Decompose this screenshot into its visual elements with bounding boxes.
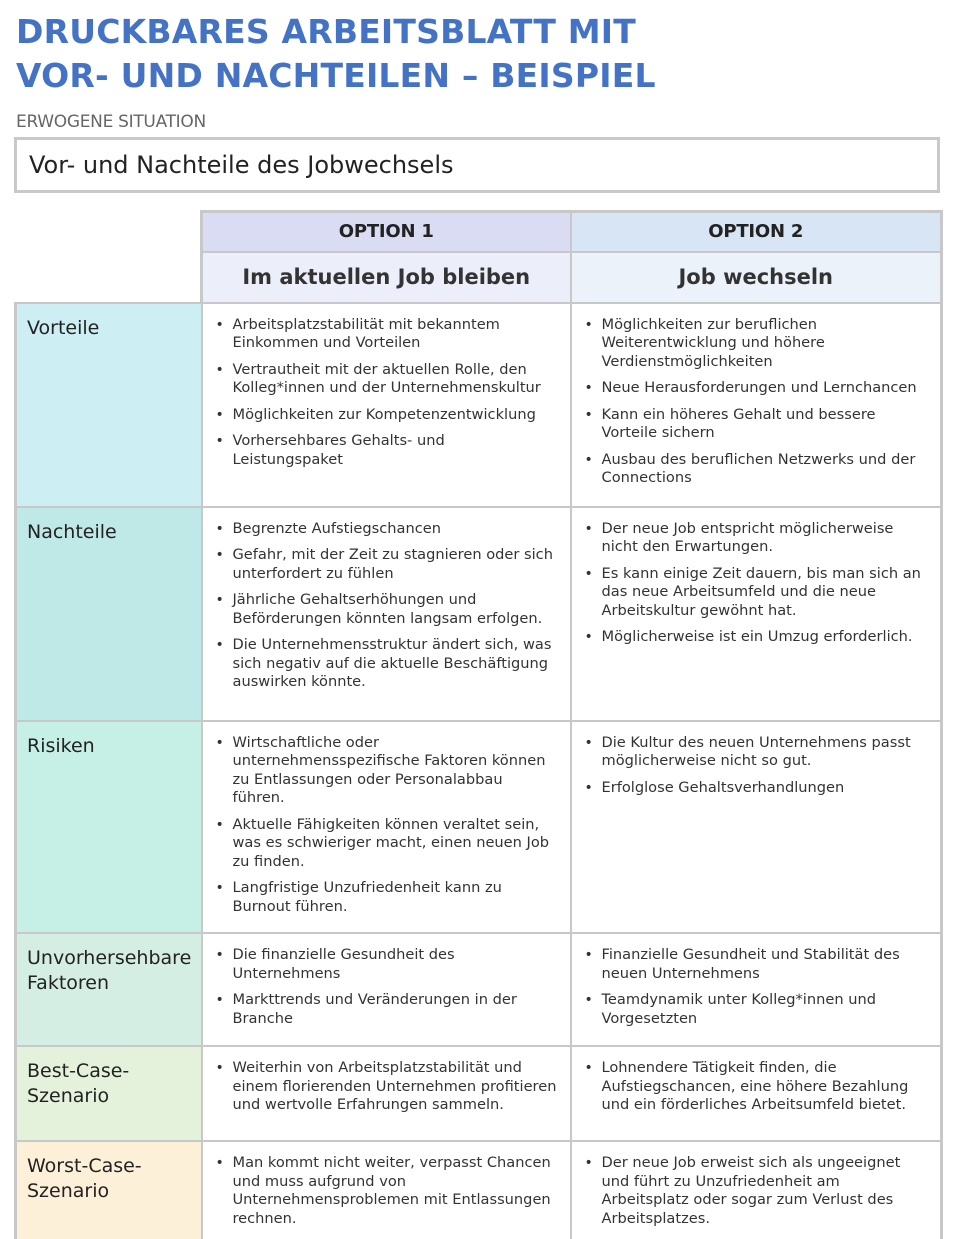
- bullet-list: [211, 1059, 558, 1115]
- bullet-list: [211, 316, 558, 470]
- option-1-cell[interactable]: [202, 933, 571, 1046]
- situation-value: Vor- und Nachteile des Jobwechsels: [29, 151, 454, 179]
- list-item: • Aktuelle Fähigkeiten können veraltet sein, was es schwieriger macht, einen neuen Job zu finden.: [211, 816, 558, 872]
- page-title: [16, 10, 916, 98]
- bullet-list: [211, 734, 558, 917]
- option-1-header: OPTION 1: [202, 212, 571, 252]
- list-item: • Vertrautheit mit der aktuellen Rolle, den Kolleg*innen und der Unternehmenskultur: [211, 361, 558, 398]
- table-row: [16, 721, 942, 934]
- table-row: [16, 303, 942, 507]
- list-item: • Jährliche Gehaltserhöhungen und Beförderungen könnten langsam erfolgen.: [211, 591, 558, 628]
- list-item: • Die finanzielle Gesundheit des Unternehmens: [211, 946, 558, 983]
- option-2-cell[interactable]: [571, 933, 942, 1046]
- bullet-list: [580, 946, 929, 1028]
- option-2-cell[interactable]: [571, 721, 942, 934]
- list-item: • Die Unternehmensstruktur ändert sich, was sich negativ auf die aktuelle Beschäftigung auswirken könnte.: [211, 636, 558, 692]
- bullet-list: [211, 946, 558, 1028]
- list-item: • Möglichkeiten zur beruflichen Weiterentwicklung und höhere Verdienstmöglichkeiten: [580, 316, 929, 372]
- row-label: Worst-Case-Szenario: [16, 1141, 202, 1239]
- bullet-list: [211, 520, 558, 692]
- list-item: • Wirtschaftliche oder unternehmensspezifische Faktoren können zu Entlassungen oder Personalabbau führen.: [211, 734, 558, 808]
- table-row: [16, 1141, 942, 1239]
- list-item: • Markttrends und Veränderungen in der Branche: [211, 991, 558, 1028]
- bullet-list: [580, 316, 929, 488]
- row-label: Unvorhersehbare Faktoren: [16, 933, 202, 1046]
- bullet-list: [580, 1154, 929, 1228]
- option-2-name[interactable]: Job wechseln: [571, 252, 942, 303]
- option-1-name[interactable]: Im aktuellen Job bleiben: [202, 252, 571, 303]
- row-label: Nachteile: [16, 507, 202, 721]
- option-2-cell[interactable]: [571, 507, 942, 721]
- option-1-cell[interactable]: [202, 721, 571, 934]
- bullet-list: [580, 520, 929, 647]
- list-item: • Teamdynamik unter Kolleg*innen und Vorgesetzten: [580, 991, 929, 1028]
- option-2-header: OPTION 2: [571, 212, 942, 252]
- page-title-line-2: VOR- UND NACHTEILEN – BEISPIEL: [16, 56, 656, 95]
- list-item: • Der neue Job erweist sich als ungeeignet und führt zu Unzufriedenheit am Arbeitsplatz oder sogar zum Verlust des Arbeitsplatzes.: [580, 1154, 929, 1228]
- option-1-cell[interactable]: [202, 303, 571, 507]
- table-row: [16, 1046, 942, 1141]
- option-1-cell[interactable]: [202, 507, 571, 721]
- list-item: • Die Kultur des neuen Unternehmens passt möglicherweise nicht so gut.: [580, 734, 929, 771]
- list-item: • Neue Herausforderungen und Lernchancen: [580, 379, 929, 398]
- table-row: [16, 933, 942, 1046]
- list-item: • Gefahr, mit der Zeit zu stagnieren oder sich unterfordert zu fühlen: [211, 546, 558, 583]
- option-2-cell[interactable]: [571, 1141, 942, 1239]
- bullet-list: [580, 734, 929, 798]
- list-item: • Langfristige Unzufriedenheit kann zu Burnout führen.: [211, 879, 558, 916]
- situation-label: ERWOGENE SITUATION: [16, 112, 206, 132]
- list-item: • Finanzielle Gesundheit und Stabilität des neuen Unternehmens: [580, 946, 929, 983]
- table-row: [16, 507, 942, 721]
- row-label: Best-Case-Szenario: [16, 1046, 202, 1141]
- row-label: Risiken: [16, 721, 202, 934]
- table-body: [16, 303, 942, 1239]
- list-item: • Möglicherweise ist ein Umzug erforderlich.: [580, 628, 929, 647]
- list-item: • Der neue Job entspricht möglicherweise nicht den Erwartungen.: [580, 520, 929, 557]
- option-2-cell[interactable]: [571, 303, 942, 507]
- list-item: • Kann ein höheres Gehalt und bessere Vorteile sichern: [580, 406, 929, 443]
- header-blank: [16, 212, 202, 303]
- option-1-cell[interactable]: [202, 1046, 571, 1141]
- page-title-line-1: DRUCKBARES ARBEITSBLATT MIT: [16, 12, 636, 51]
- list-item: • Es kann einige Zeit dauern, bis man sich an das neue Arbeitsumfeld und die neue Arbeitskultur gewöhnt hat.: [580, 565, 929, 621]
- list-item: • Ausbau des beruflichen Netzwerks und der Connections: [580, 451, 929, 488]
- list-item: • Begrenzte Aufstiegschancen: [211, 520, 558, 539]
- list-item: • Arbeitsplatzstabilität mit bekanntem Einkommen und Vorteilen: [211, 316, 558, 353]
- situation-field[interactable]: [14, 137, 940, 193]
- option-1-cell[interactable]: [202, 1141, 571, 1239]
- row-label: Vorteile: [16, 303, 202, 507]
- list-item: • Erfolglose Gehaltsverhandlungen: [580, 779, 929, 798]
- list-item: • Lohnendere Tätigkeit finden, die Aufstiegschancen, eine höhere Bezahlung und ein förderliches Arbeitsumfeld bietet.: [580, 1059, 929, 1115]
- list-item: • Möglichkeiten zur Kompetenzentwicklung: [211, 406, 558, 425]
- bullet-list: [580, 1059, 929, 1115]
- bullet-list: [211, 1154, 558, 1228]
- list-item: • Vorhersehbares Gehalts- und Leistungspaket: [211, 432, 558, 469]
- list-item: • Man kommt nicht weiter, verpasst Chancen und muss aufgrund von Unternehmensproblemen mit Entlassungen rechnen.: [211, 1154, 558, 1228]
- option-2-cell[interactable]: [571, 1046, 942, 1141]
- list-item: • Weiterhin von Arbeitsplatzstabilität und einem florierenden Unternehmen profitieren und wertvolle Erfahrungen sammeln.: [211, 1059, 558, 1115]
- pros-cons-table: [14, 210, 943, 1239]
